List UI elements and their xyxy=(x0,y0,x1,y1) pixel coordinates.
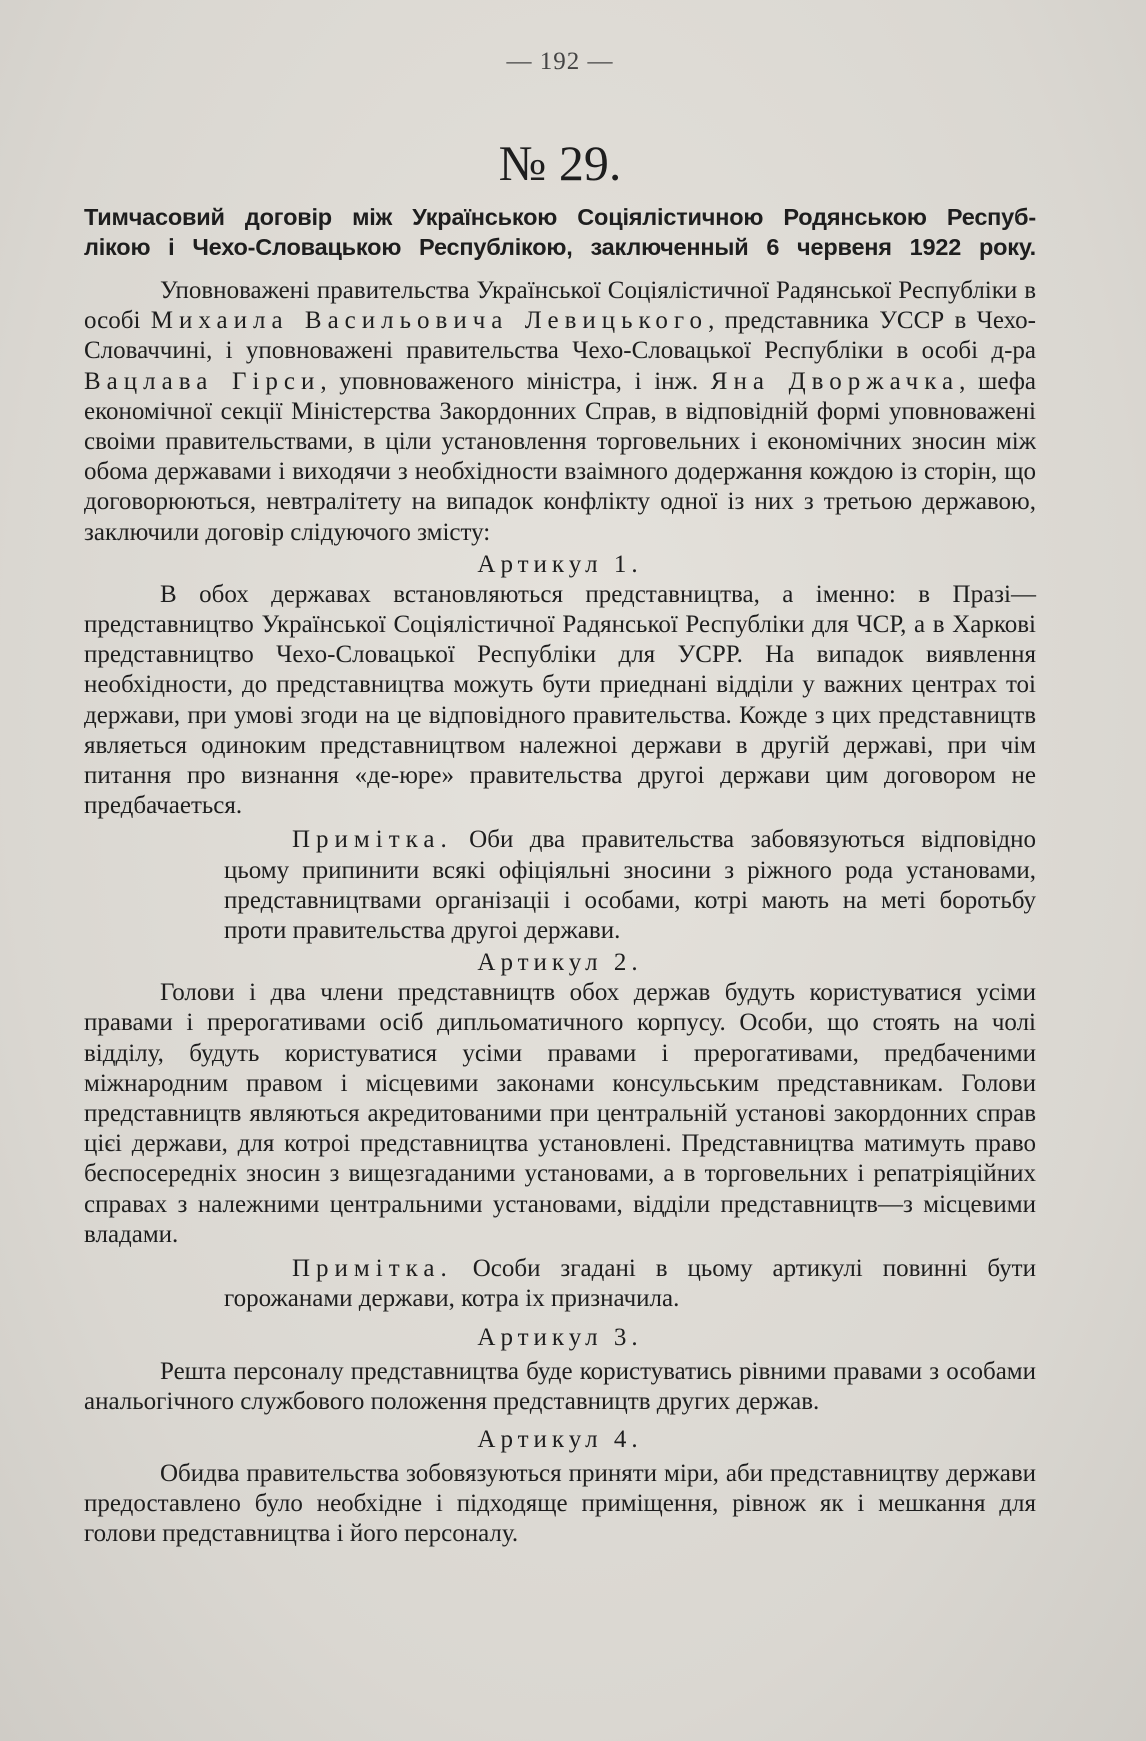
document-body xyxy=(84,276,1036,1550)
article-2-heading: Артикул 2. xyxy=(477,949,643,977)
article-1-heading: Артикул 1. xyxy=(477,550,643,578)
note-text: Оби два правительства забовязуються відповідно цьому припинити всякі офіціяльні зносини з ріжного рода установами, представництвами організаціі і особами, котрі мають на меті боротьбу проти правительства другоі держави. xyxy=(224,826,1036,945)
note-label: Примітка. xyxy=(292,1255,453,1283)
person-name: Вацлава Гірси xyxy=(84,367,321,395)
article-3-heading: Артикул 3. xyxy=(477,1323,643,1351)
page-number: — 192 — xyxy=(506,48,614,75)
title-line-2: лікою і Чехо-Словацькою Республікою, заключенный 6 червеня 1922 року. xyxy=(84,234,1036,260)
article-2-text: Голови і два члени представництв обох держав будуть користуватися усіми правами і прерогативами осіб дипльоматичного корпусу. Особи, що стоять на чолі відділу, будуть користуватися усіми правами і прерогативами, предбаченими міжнародним правом і місцевими законами консульським представникам. Голови представництв являються акредитованими при центральній установі закордонних справ цієі держави, для котроі представництва установлені. Представництва матимуть право беспосередніх зносин з вищезгаданими установами, а в торговельних і репатріяційних справах з належними центральними установами, відділи представництв—з місцевими владами. xyxy=(84,979,1036,1248)
document-number: № 29. xyxy=(498,135,622,191)
article-3-text: Решта персоналу представництва буде користуватись рівними правами з особами анальогічного службового положення представництв других держав. xyxy=(84,1357,1036,1415)
article-1-text: В обох державах встановляються представництва, а іменно: в Празі—представництво Української Соціялістичної Радянської Республіки для ЧСР, а в Харкові представництво Чехо-Словацької Республіки для УСРР. На випадок виявлення необхідности, до представництва можуть бути приеднані відділи у важних центрах тоі держави, при умові згоди на це відповідного правительства. Кожде з цих представництв являеться одиноким представництвом належноі держави в другій державі, при чім питання про визнання «де-юре» правительства другоі держави цим договором не предбачаеться. xyxy=(84,580,1036,820)
person-name: Яна Дворжачка xyxy=(710,367,960,395)
note-label: Примітка. xyxy=(292,826,453,854)
note-text: Особи згадані в цьому артикулі повинні бути горожанами держави, котра іх призначила. xyxy=(224,1255,1036,1313)
article-1-note xyxy=(224,825,1036,946)
document-title xyxy=(84,202,1036,262)
person-name: Михаила Васильовича Левицького xyxy=(150,307,709,335)
preamble-paragraph: Уповноважені правительства Української Соціялістичної Радянської Республіки в особі Михаила Васильовича Левицького, представника УССР в Чехо-Словаччині, і уповноважені правительства Чехо-Словацької Республіки в особі д-ра Вацлава Гірси, уповноваженого міністра, і інж. Яна Дворжачка, шефа економічної секції Міністерства Закордонних Справ, в відповідній формі уповноважені своіми правительствами, в ціли установлення торговельних і економічних зносин між обома державами і виходячи з необхідности взаімного додержання кождою із сторін, що договорюються, невтралітету на випадок конфлікту одної із них з третьою державою, заключили договір слідуючого змісту: xyxy=(84,277,1037,546)
title-line-1: Тимчасовий договір між Українською Соціялістичною Родянською Респуб- xyxy=(84,204,1036,230)
article-4-text: Обидва правительства зобовязуються приняти міри, аби представництву держави предоставлено було необхідне і підходяще приміщення, рівнож як і мешкання для голови представництва і його персоналу. xyxy=(84,1459,1036,1548)
article-4-heading: Артикул 4. xyxy=(477,1425,643,1453)
article-2-note xyxy=(224,1254,1036,1314)
